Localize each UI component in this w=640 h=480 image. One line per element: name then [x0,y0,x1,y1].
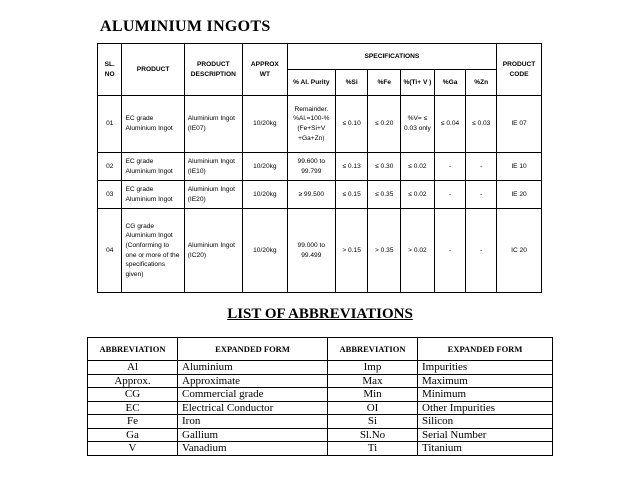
header-approx-wt: APPROX WT [242,44,287,96]
cell-fe: > 0.35 [368,209,401,293]
cell-sl-no: 03 [98,181,122,209]
table-row [88,361,553,375]
cell-expanded-form: Vanadium [178,442,328,456]
cell-fe: ≤ 0.35 [368,181,401,209]
header-specifications: SPECIFICATIONS [287,44,496,70]
header-product-code: PRODUCT CODE [497,44,542,96]
header-ga: %Ga [434,70,466,96]
cell-sl-no: 02 [98,153,122,181]
cell-approx-wt: 10/20kg [242,209,287,293]
cell-description: Aluminium Ingot (IE10) [184,153,242,181]
cell-abbreviation: Ti [328,442,418,456]
table-row [98,181,542,209]
cell-ti-v: > 0.02 [401,209,435,293]
cell-description: Aluminium Ingot (IC20) [184,209,242,293]
cell-abbreviation: EC [88,401,178,415]
header-abbreviation: ABBREVIATION [328,338,418,361]
spec-table-body [98,96,542,293]
cell-expanded-form: Impurities [418,361,553,375]
cell-ga: ≤ 0.04 [434,96,466,153]
cell-si: > 0.15 [335,209,368,293]
header-al-purity: % Al. Purity [287,70,335,96]
cell-expanded-form: Commercial grade [178,388,328,402]
cell-fe: ≤ 0.30 [368,153,401,181]
cell-ti-v: ≤ 0.02 [401,181,435,209]
cell-product: CG grade Aluminium Ingot (Conforming to one or more of the specifications given) [122,209,184,293]
cell-abbreviation: Ga [88,428,178,442]
cell-expanded-form: Silicon [418,415,553,429]
cell-description: Aluminium Ingot (IE20) [184,181,242,209]
cell-expanded-form: Aluminium [178,361,328,375]
header-sl-no: SL. NO [98,44,122,96]
table-row [88,374,553,388]
cell-al-purity: 99.600 to 99.799 [287,153,335,181]
cell-ti-v: %V= ≤ 0.03 only [401,96,435,153]
table-row [98,153,542,181]
cell-product: EC grade Aluminium Ingot [122,181,184,209]
header-expanded-form: EXPANDED FORM [178,338,328,361]
cell-expanded-form: Approximate [178,374,328,388]
cell-abbreviation: Min [328,388,418,402]
cell-sl-no: 01 [98,96,122,153]
cell-abbreviation: Imp [328,361,418,375]
specifications-table [97,43,542,293]
table-row [98,96,542,153]
page-title: ALUMINIUM INGOTS [100,18,271,35]
header-ti-v: %(Ti+ V ) [401,70,435,96]
cell-abbreviation: OI [328,401,418,415]
cell-expanded-form: Electrical Conductor [178,401,328,415]
table-row [88,415,553,429]
cell-approx-wt: 10/20kg [242,153,287,181]
cell-description: Aluminium Ingot (IE07) [184,96,242,153]
cell-al-purity: Remainder. %Al.=100-%(Fe+Si+V +Ga+Zn) [287,96,335,153]
cell-expanded-form: Minimum [418,388,553,402]
cell-product-code: IE 07 [497,96,542,153]
header-product: PRODUCT [122,44,184,96]
cell-expanded-form: Maximum [418,374,553,388]
cell-product: EC grade Aluminium Ingot [122,153,184,181]
cell-abbreviation: Al [88,361,178,375]
table-row [88,428,553,442]
cell-abbreviation: Approx. [88,374,178,388]
cell-abbreviation: Fe [88,415,178,429]
cell-approx-wt: 10/20kg [242,181,287,209]
table-row [88,401,553,415]
abbreviations-title: LIST OF ABBREVIATIONS [227,306,413,322]
cell-abbreviation: V [88,442,178,456]
cell-zn: - [466,153,497,181]
cell-product-code: IC 20 [497,209,542,293]
cell-abbreviation: CG [88,388,178,402]
cell-expanded-form: Iron [178,415,328,429]
cell-approx-wt: 10/20kg [242,96,287,153]
cell-si: ≤ 0.13 [335,153,368,181]
cell-ti-v: ≤ 0.02 [401,153,435,181]
cell-fe: ≤ 0.20 [368,96,401,153]
cell-si: ≤ 0.10 [335,96,368,153]
cell-product-code: IE 20 [497,181,542,209]
cell-abbreviation: Si [328,415,418,429]
cell-expanded-form: Other Impurities [418,401,553,415]
cell-ga: - [434,209,466,293]
abbreviations-table [87,337,553,456]
cell-sl-no: 04 [98,209,122,293]
abbreviations-body [88,361,553,456]
header-zn: %Zn [466,70,497,96]
cell-product-code: IE 10 [497,153,542,181]
cell-al-purity: ≥ 99.500 [287,181,335,209]
cell-ga: - [434,153,466,181]
cell-abbreviation: Sl.No [328,428,418,442]
cell-zn: - [466,181,497,209]
cell-expanded-form: Serial Number [418,428,553,442]
cell-expanded-form: Titanium [418,442,553,456]
cell-expanded-form: Gallium [178,428,328,442]
table-row [88,442,553,456]
spec-table-header [98,44,542,96]
cell-product: EC grade Aluminium Ingot [122,96,184,153]
cell-abbreviation: Max [328,374,418,388]
table-row [88,388,553,402]
cell-ga: - [434,181,466,209]
header-product-description: PRODUCT DESCRIPTION [184,44,242,96]
cell-al-purity: 99.000 to 99.499 [287,209,335,293]
header-expanded-form: EXPANDED FORM [418,338,553,361]
header-fe: %Fe [368,70,401,96]
table-row [98,209,542,293]
header-abbreviation: ABBREVIATION [88,338,178,361]
abbreviations-header [88,338,553,361]
cell-zn: ≤ 0.03 [466,96,497,153]
cell-zn: - [466,209,497,293]
cell-si: ≤ 0.15 [335,181,368,209]
header-si: %Si [335,70,368,96]
